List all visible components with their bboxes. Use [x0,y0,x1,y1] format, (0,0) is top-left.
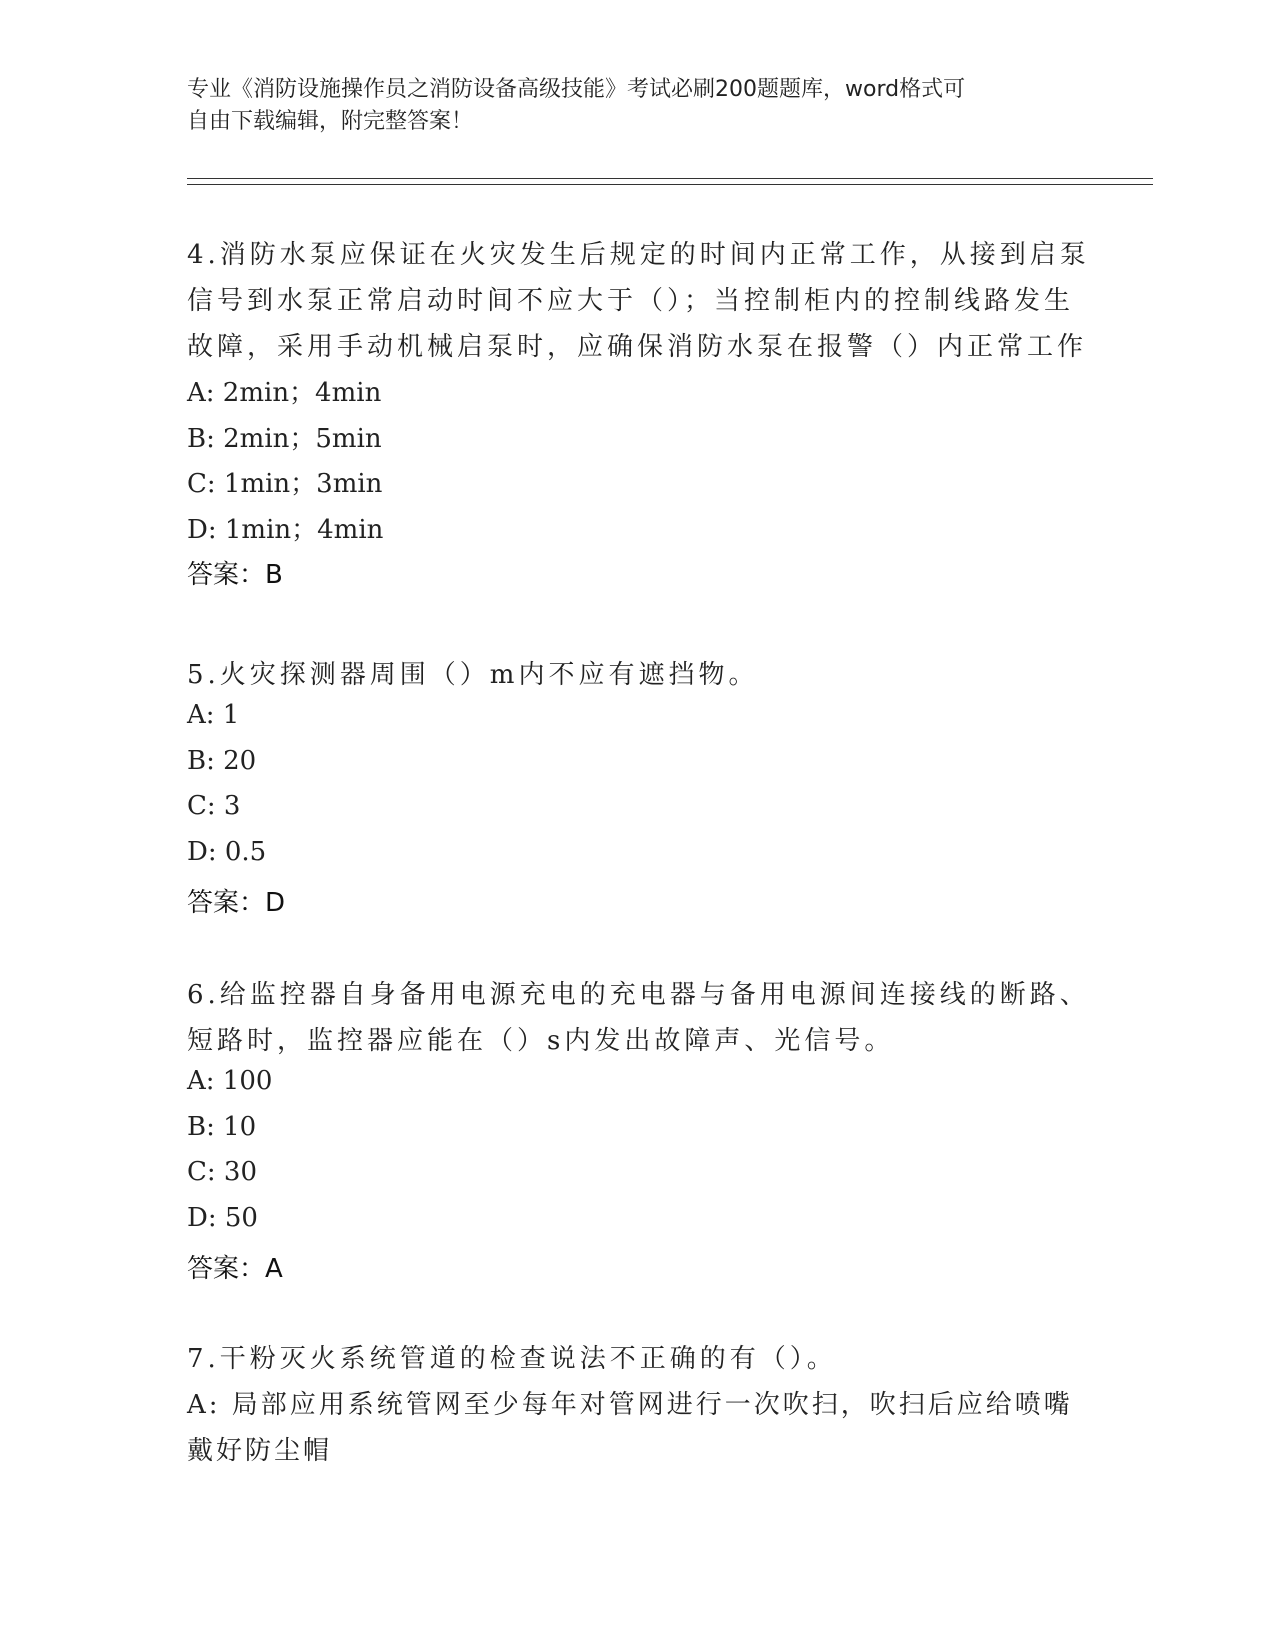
question-5-option-d: D: 0.5 [187,837,267,867]
question-6-option-a: A: 100 [187,1066,273,1096]
question-5-answer: 答案：D [187,888,286,918]
question-7-option-a: A: 局部应用系统管网至少每年对管网进行一次吹扫，吹扫后应给喷嘴 [187,1390,1073,1420]
question-4-option-a: A: 2min；4min [187,378,382,408]
header-divider-top [187,178,1153,179]
question-5-line-1: 5.火灾探测器周围（）m内不应有遮挡物。 [187,660,759,690]
header-line-1: 专业《消防设施操作员之消防设备高级技能》考试必刷200题题库，word格式可 [187,77,966,102]
header-line-2: 自由下载编辑，附完整答案！ [187,109,474,134]
question-5-option-a: A: 1 [187,700,240,730]
document-header [187,74,1067,138]
question-4-answer: 答案：B [187,560,283,590]
question-4-line-2: 信号到水泵正常启动时间不应大于（）；当控制柜内的控制线路发生 [187,286,1075,316]
question-4-line-1: 4.消防水泵应保证在火灾发生后规定的时间内正常工作，从接到启泵 [187,240,1090,270]
question-6-option-b: B: 10 [187,1112,257,1142]
question-4-option-d: D: 1min；4min [187,515,384,545]
question-5-option-b: B: 20 [187,746,257,776]
question-6-line-2: 短路时，监控器应能在（）s内发出故障声、光信号。 [187,1026,895,1056]
question-5-option-c: C: 3 [187,791,241,821]
question-4-option-c: C: 1min；3min [187,469,383,499]
question-6-line-1: 6.给监控器自身备用电源充电的充电器与备用电源间连接线的断路、 [187,980,1090,1010]
question-6-answer: 答案：A [187,1254,283,1284]
question-7-option-a-continued: 戴好防尘帽 [187,1436,333,1466]
header-divider-bottom [187,184,1153,185]
question-4-line-3: 故障，采用手动机械启泵时，应确保消防水泵在报警（）内正常工作 [187,332,1088,362]
question-4-option-b: B: 2min；5min [187,424,382,454]
question-6-option-d: D: 50 [187,1203,258,1233]
question-6-option-c: C: 30 [187,1157,258,1187]
question-7-line-1: 7.干粉灭火系统管道的检查说法不正确的有（）。 [187,1344,837,1374]
